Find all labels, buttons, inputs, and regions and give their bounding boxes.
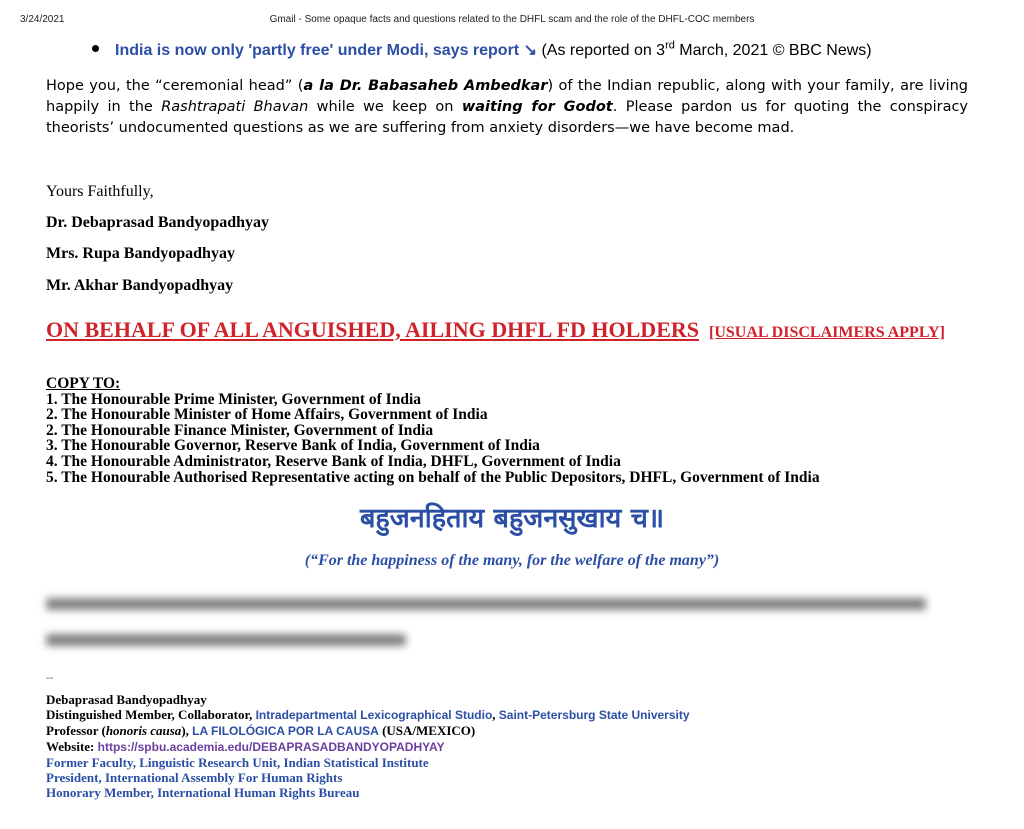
website-link[interactable]: https://spbu.academia.edu/DEBAPRASADBANDYOPADHYAY (97, 740, 445, 754)
disclaimer-note: [USUAL DISCLAIMERS APPLY] (709, 324, 945, 341)
behalf-main: ON BEHALF OF ALL ANGUISHED, AILING DHFL FD HOLDERS (46, 317, 699, 342)
bullet-icon (92, 45, 99, 52)
copy-to-item: 1. The Honourable Prime Minister, Government of India (46, 390, 422, 408)
copy-to-item: 2. The Honourable Finance Minister, Government of India (46, 421, 434, 439)
copy-to-item: 2. The Honourable Minister of Home Affairs, Government of India (46, 406, 488, 424)
lexicographical-studio-link[interactable]: Intradepartmental Lexicographical Studio (255, 708, 493, 722)
signer-name: Mr. Akhar Bandyopadhyay (46, 277, 234, 294)
signature-line: Website: https://spbu.academia.edu/DEBAPRASADBANDYOPADHYAY (46, 739, 445, 754)
sanskrit-motto: बहुजनहिताय बहुजनसुखाय च॥ (359, 503, 665, 534)
signer-name: Mrs. Rupa Bandyopadhyay (46, 245, 235, 262)
closing-line: Yours Faithfully, (46, 183, 154, 200)
redacted-phone (46, 634, 406, 646)
motto-translation: (“For the happiness of the many, for the welfare of the many”) (304, 552, 720, 569)
signature-line: Former Faculty, Linguistic Research Unit, Indian Statistical Institute (46, 755, 429, 770)
print-date: 3/24/2021 (20, 14, 65, 25)
signature-line: Professor (honoris causa), LA FILOLÓGICA POR LA CAUSA (USA/MEXICO) (46, 723, 476, 738)
signature-name: Debaprasad Bandyopadhyay (46, 692, 207, 707)
signature-line: Distinguished Member, Collaborator, Intradepartmental Lexicographical Studio, Saint-Petersburg State University (46, 707, 690, 722)
signature-line: President, International Assembly For Human Rights (46, 770, 343, 785)
signature-separator: -- (46, 672, 54, 684)
spbu-link[interactable]: Saint-Petersburg State University (498, 708, 690, 722)
copy-to-list (46, 376, 820, 485)
print-title: Gmail - Some opaque facts and questions related to the DHFL scam and the role of the DHFL-COC members (269, 14, 755, 25)
signature-line: Honorary Member, International Human Rights Bureau (46, 785, 360, 800)
email-signature (46, 692, 690, 800)
signer-name: Dr. Debaprasad Bandyopadhyay (46, 214, 270, 231)
copy-to-heading: COPY TO: (46, 375, 121, 392)
news-note: (As reported on 3rd March, 2021 © BBC News) (541, 39, 872, 59)
body-paragraph: Hope you, the “ceremonial head” (a la Dr. Babasaheb Ambedkar) of the Indian republic, along with your family, are living happily in the Rashtrapati Bhavan while we keep on waiting for Godot. Please pardon us for quoting the conspiracy theorists’ undocumented questions as we are suffering from anxiety disorders—we have become mad. (46, 78, 969, 136)
news-bullet (92, 40, 872, 60)
arrow-down-right-icon: ↘ (523, 42, 537, 59)
bbc-news-link[interactable]: India is now only 'partly free' under Modi, says report (115, 42, 520, 59)
copy-to-item: 3. The Honourable Governor, Reserve Bank of India, Government of India (46, 437, 540, 455)
copy-to-item: 4. The Honourable Administrator, Reserve Bank of India, DHFL, Government of India (46, 452, 621, 470)
copy-to-item: 5. The Honourable Authorised Representative acting on behalf of the Public Depositors, DHFL, Government of India (46, 468, 820, 486)
redacted-address (46, 598, 926, 610)
filologica-link[interactable]: LA FILOLÓGICA POR LA CAUSA (192, 724, 379, 738)
behalf-heading (46, 317, 966, 342)
